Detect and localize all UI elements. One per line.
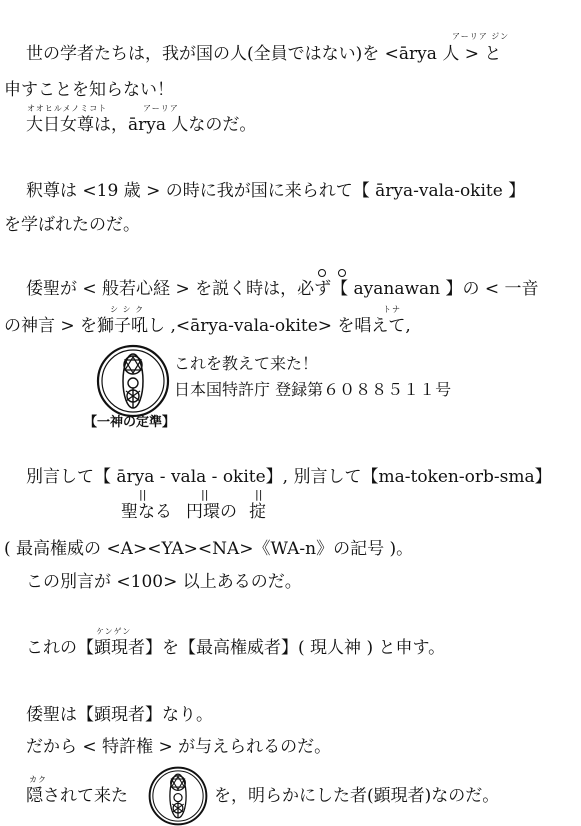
gloss-sacred: 聖なる	[121, 502, 172, 522]
seal-line-2: 日本国特許庁 登録第６０８８５１１号	[174, 380, 452, 399]
sacred-seal-icon	[96, 344, 170, 418]
text-line-10: この別言が <100> 以上あるのだ。	[26, 572, 302, 592]
gloss-ring: 円環の	[186, 502, 237, 522]
sacred-seal-icon	[148, 766, 208, 826]
ruby-arya: アーリア	[143, 104, 179, 113]
text-line-7: の神言 > を獅子吼し ,<ārya-vala-okite> を唱えて,	[4, 316, 411, 336]
text-line-13: だから < 特許権 > が与えられるのだ。	[26, 737, 332, 757]
text-line-14-end: を，明らかにした者(顕現者)なのだ。	[214, 786, 500, 806]
gloss-equals: ||	[255, 488, 263, 501]
text-line-3: 大日女尊は，ārya 人なのだ。	[26, 115, 257, 135]
gloss-equals: ||	[201, 488, 209, 501]
text-line-4: 釈尊は <19 歳 > の時に我が国に来られて【 ārya-vala-okite 】	[26, 181, 526, 201]
emphasis-dot	[318, 269, 326, 277]
text-line-6: 倭聖が < 般若心経 > を説く時は，必ず【 ayanawan 】の < 一音	[26, 279, 539, 299]
text-line-8: 別言して【 ārya - vala - okite】, 別言して【ma-token-orb-sma】	[26, 467, 552, 487]
ruby-arya-jin: アーリア ジン	[452, 32, 510, 41]
seal-line-1: これを教えて来た！	[174, 354, 319, 373]
text-line-9: ( 最高権威の <A><YA><NA>《WA-n》の記号 )。	[4, 539, 414, 559]
text-line-1: 世の学者たちは，我が国の人(全員ではない)を <ārya 人 > と	[26, 44, 502, 64]
text-line-11: これの【顕現者】を【最高権威者】( 現人神 ) と申す。	[26, 638, 446, 658]
emphasis-dot	[338, 269, 346, 277]
text-line-5: を学ばれたのだ。	[4, 215, 140, 235]
ruby-oohirume: オオヒルメノミコト	[27, 104, 108, 113]
ruby-kengen: ケンゲン	[96, 627, 132, 636]
ruby-shishiku: シ シ ク	[110, 305, 145, 314]
text-line-12: 倭聖は【顕現者】なり。	[26, 705, 213, 725]
gloss-equals: ||	[139, 488, 147, 501]
text-line-2: 申すことを知らない！	[4, 80, 174, 100]
ruby-kaku: カク	[29, 775, 47, 784]
seal-caption: 【一神の定準】	[84, 415, 176, 430]
gloss-law: 掟	[249, 502, 266, 522]
text-line-14-start: 隠されて来た	[26, 786, 128, 806]
ruby-tona: トナ	[383, 305, 401, 314]
